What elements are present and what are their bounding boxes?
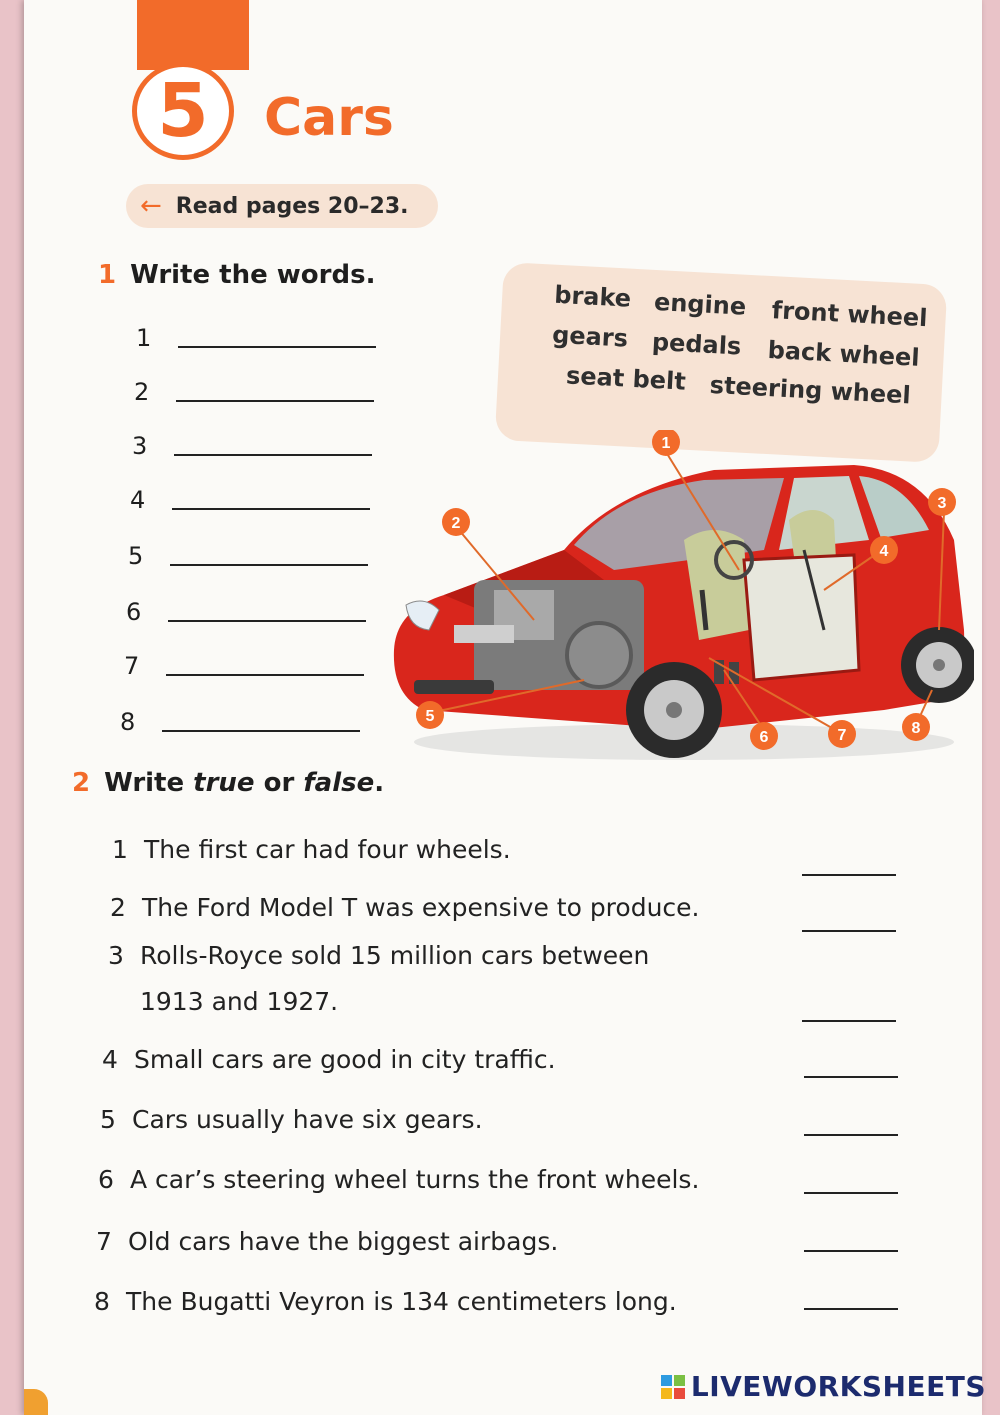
answer-line[interactable] [170, 563, 368, 566]
word-blank-row[interactable] [120, 706, 360, 736]
unit-number-badge: 5 [132, 62, 234, 160]
answer-line-3[interactable] [802, 1020, 896, 1022]
unit-title: Cars [264, 88, 394, 148]
exercise2-heading [72, 768, 384, 798]
statement-6 [98, 1164, 699, 1197]
statement-text: A car’s steering wheel turns the front wheels. [130, 1165, 700, 1194]
statement-number: 7 [96, 1227, 112, 1256]
blank-number: 1 [136, 324, 152, 352]
statement-text: The Ford Model T was expensive to produce. [142, 893, 700, 922]
statement-text: Old cars have the biggest airbags. [128, 1227, 559, 1256]
back-arrow-icon: ← [140, 191, 162, 221]
statement-number: 4 [102, 1045, 118, 1074]
word-bank-item: steering wheel [709, 370, 912, 410]
statement-4 [102, 1044, 556, 1077]
answer-line-6[interactable] [804, 1192, 898, 1194]
page-corner-tab [24, 1389, 48, 1415]
car-illustration [384, 430, 974, 770]
answer-line-2[interactable] [802, 930, 896, 932]
answer-line[interactable] [166, 673, 364, 676]
word-bank-item: brake [553, 280, 632, 313]
statement-8 [94, 1286, 677, 1319]
word-blank-row[interactable] [134, 376, 374, 406]
word-blank-row[interactable] [124, 650, 364, 680]
answer-line[interactable] [162, 729, 360, 732]
unit-tab [137, 0, 249, 70]
statement-text: The first car had four wheels. [144, 835, 511, 864]
callout-label: 8 [911, 720, 921, 737]
statement-3-continued: 1913 and 1927. [140, 987, 339, 1016]
answer-line[interactable] [168, 619, 366, 622]
exercise1-number: 1 [98, 260, 117, 290]
answer-line[interactable] [178, 345, 376, 348]
answer-line-4[interactable] [804, 1076, 898, 1078]
word-bank-item: back wheel [767, 335, 921, 372]
statement-number: 8 [94, 1287, 110, 1316]
liveworksheets-logo [661, 1370, 986, 1403]
statement-2 [110, 892, 700, 925]
word-blank-row[interactable] [136, 322, 376, 352]
statement-text: The Bugatti Veyron is 134 centimeters long. [126, 1287, 677, 1316]
exercise1-heading [98, 260, 375, 290]
statement-7 [96, 1226, 558, 1259]
blank-number: 4 [130, 486, 146, 514]
word-bank-item: front wheel [771, 296, 929, 333]
answer-line-7[interactable] [804, 1250, 898, 1252]
word-blank-row[interactable] [128, 540, 368, 570]
blank-number: 2 [134, 378, 150, 406]
statement-text: Rolls-Royce sold 15 million cars between [140, 941, 650, 970]
exercise2-title-end: . [374, 768, 385, 798]
answer-line-8[interactable] [804, 1308, 898, 1310]
statement-number: 2 [110, 893, 126, 922]
blank-number: 6 [126, 598, 142, 626]
blank-number: 7 [124, 652, 140, 680]
callout-label: 3 [937, 495, 947, 512]
blank-number: 8 [120, 708, 136, 736]
answer-line[interactable] [176, 399, 374, 402]
exercise1-title: Write the words. [130, 260, 376, 290]
statement-text: Cars usually have six gears. [132, 1105, 483, 1134]
worksheet-page [24, 0, 982, 1415]
callout-label: 7 [837, 727, 847, 744]
statement-1 [112, 834, 511, 867]
callout-label: 6 [759, 729, 769, 746]
statement-number: 6 [98, 1165, 114, 1194]
callout-label: 2 [451, 515, 461, 532]
blank-number: 3 [132, 432, 148, 460]
word-bank-item: seat belt [565, 361, 687, 396]
statement-number: 5 [100, 1105, 116, 1134]
exercise2-title-false: false [303, 768, 375, 798]
exercise2-number: 2 [72, 768, 91, 798]
exercise2-title-pre: Write [104, 768, 194, 798]
callout-label: 1 [661, 435, 671, 452]
blank-number: 5 [128, 542, 144, 570]
read-pages-note [126, 184, 438, 228]
word-bank-item: gears [551, 320, 629, 353]
statement-number: 1 [112, 835, 128, 864]
word-bank-item: engine [653, 287, 747, 321]
statement-3 [108, 940, 649, 973]
callout-label: 4 [879, 543, 889, 560]
answer-line-5[interactable] [804, 1134, 898, 1136]
logo-text: LIVEWORKSHEETS [690, 1370, 986, 1403]
word-blank-row[interactable] [126, 596, 366, 626]
logo-grid-icon [661, 1375, 685, 1399]
statement-5 [100, 1104, 483, 1137]
callout-label: 5 [425, 708, 435, 725]
answer-line-1[interactable] [802, 874, 896, 876]
answer-line[interactable] [172, 507, 370, 510]
statement-text: Small cars are good in city traffic. [134, 1045, 556, 1074]
statement-number: 3 [108, 941, 124, 970]
read-pages-text: Read pages 20–23. [175, 193, 409, 219]
word-blank-row[interactable] [130, 484, 370, 514]
word-bank-item: pedals [651, 327, 742, 361]
answer-line[interactable] [174, 453, 372, 456]
exercise2-title-mid: or [254, 768, 304, 798]
word-blank-row[interactable] [132, 430, 372, 460]
exercise2-title-true: true [193, 768, 255, 798]
